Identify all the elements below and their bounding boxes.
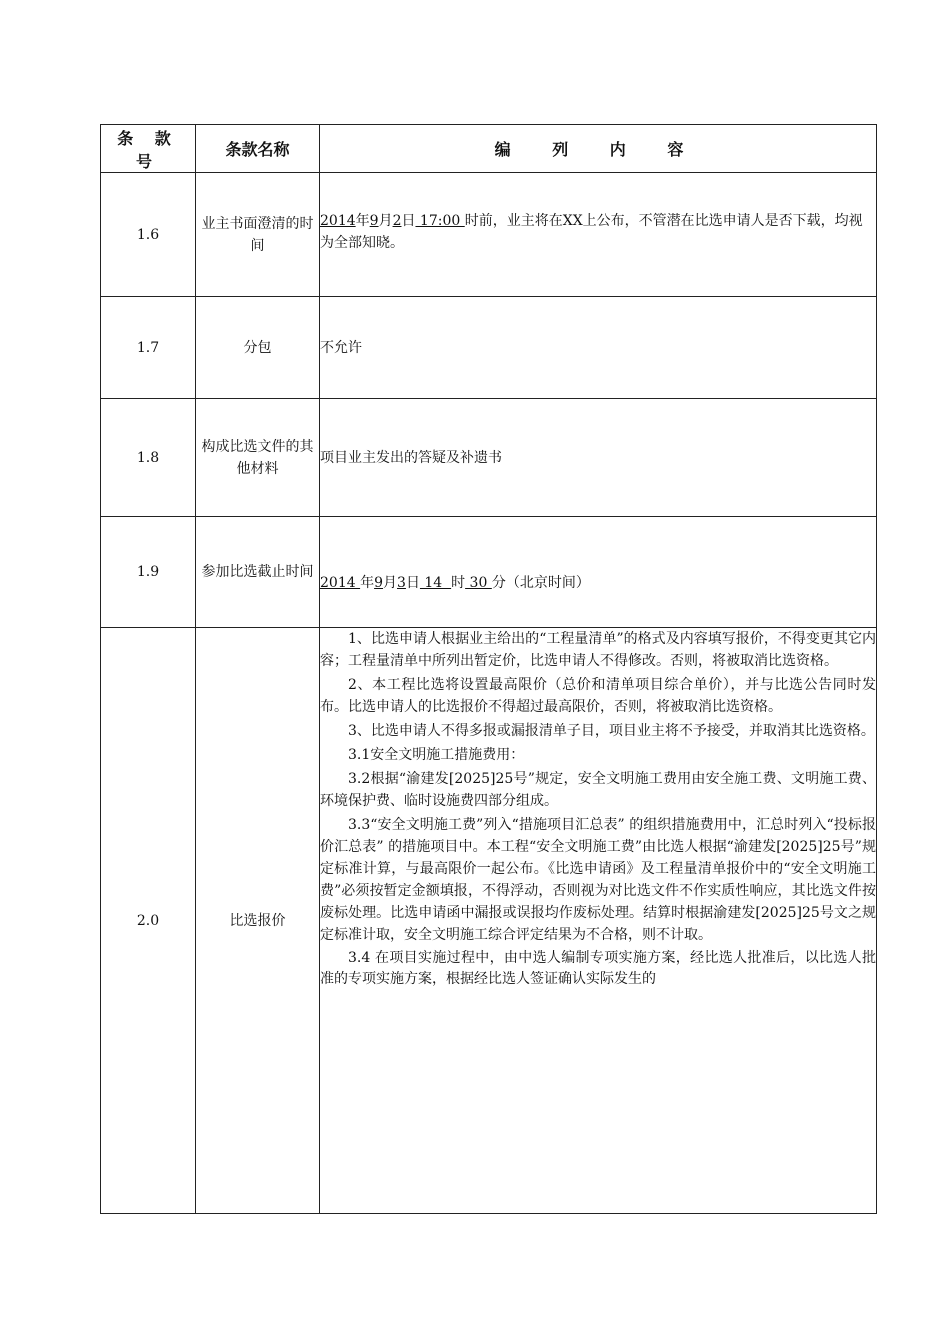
day-value: 3 [397, 575, 406, 591]
month-value: 9 [369, 213, 379, 229]
table-row [101, 173, 877, 297]
header-clause-name: 条款名称 [196, 125, 320, 173]
clause-name: 分包 [196, 297, 320, 399]
minute-unit: 分（北京时间） [491, 575, 590, 591]
clause-name: 业主书面澄清的时间 [196, 173, 320, 297]
year-value: 2014 [320, 575, 361, 591]
month-unit: 月 [378, 213, 393, 229]
clause-content: 不允许 [320, 297, 877, 399]
paragraph: 3.1安全文明施工措施费用： [348, 747, 525, 763]
year-value: 2014 [320, 213, 356, 229]
day-unit: 日 [401, 213, 416, 229]
header-clause-number: 条 款 号 [101, 125, 196, 173]
clause-content [320, 173, 877, 297]
paragraph: 2、本工程比选将设置最高限价（总价和清单项目综合单价），并与比选公告同时发布。比选申请人的比选报价不得超过最高限价，否则，将被取消比选资格。 [320, 677, 876, 715]
content-rest: 时前，业主将在XX上公布，不管潜在比选申请人是否下载，均视为全部知晓。 [320, 213, 863, 251]
clause-name: 构成比选文件的其他材料 [196, 399, 320, 517]
table-row [101, 399, 877, 517]
header-content: 编 列 内 容 [320, 125, 877, 173]
clause-number: 2.0 [101, 628, 196, 1214]
clause-table [100, 124, 877, 1214]
clause-number: 1.7 [101, 297, 196, 399]
clause-name: 参加比选截止时间 [196, 517, 320, 628]
year-unit: 年 [355, 213, 370, 229]
table-row [101, 297, 877, 399]
time-value: 17:00 [415, 213, 465, 229]
clause-name: 比选报价 [196, 628, 320, 1214]
clause-number: 1.8 [101, 399, 196, 517]
paragraph: 3.3“安全文明施工费”列入“措施项目汇总表” 的组织措施费用中，汇总时列入“投标报价汇总表” 的措施项目中。本工程“安全文明施工费”由比选人根据“渝建发[2025]25号”规定标准计算，与最高限价一起公布。《比选申请函》及工程量清单报价中的“安全文明施工费”必须按暂定金额填报，不得浮动，否则视为对比选文件不作实质性响应，其比选文件按废标处理。比选申请函中漏报或误报均作废标处理。结算时根据渝建发[2025]25号文之规定标准计取，安全文明施工综合评定结果为不合格，则不计取。 [320, 817, 876, 943]
year-unit: 年 [360, 575, 375, 591]
month-unit: 月 [383, 575, 398, 591]
day-unit: 日 [405, 575, 420, 591]
month-value: 9 [374, 575, 384, 591]
table-header-row [101, 125, 877, 173]
paragraph: 3.2根据“渝建发[2025]25号”规定，安全文明施工费用由安全施工费、文明施工费、环境保护费、临时设施费四部分组成。 [320, 771, 876, 809]
clause-number: 1.6 [101, 173, 196, 297]
paragraph: 3、比选申请人不得多报或漏报清单子目，项目业主将不予接受，并取消其比选资格。 [348, 723, 875, 739]
paragraph: 1、比选申请人根据业主给出的“工程量清单”的格式及内容填写报价，不得变更其它内容；工程量清单中所列出暂定价，比选申请人不得修改。否则，将被取消比选资格。 [320, 631, 876, 669]
clause-content [320, 628, 877, 1214]
clause-number: 1.9 [101, 517, 196, 628]
minute-value: 30 [465, 575, 492, 591]
hour-value: 14 [419, 575, 452, 591]
hour-unit: 时 [451, 575, 466, 591]
day-value: 2 [392, 213, 402, 229]
clause-content: 项目业主发出的答疑及补遗书 [320, 399, 877, 517]
table-row [101, 628, 877, 1214]
table-row [101, 517, 877, 628]
paragraph: 3.4 在项目实施过程中，由中选人编制专项实施方案，经比选人批准后，以比选人批准的专项实施方案，根据经比选人签证确认实际发生的 [320, 950, 876, 987]
clause-content [320, 517, 877, 628]
